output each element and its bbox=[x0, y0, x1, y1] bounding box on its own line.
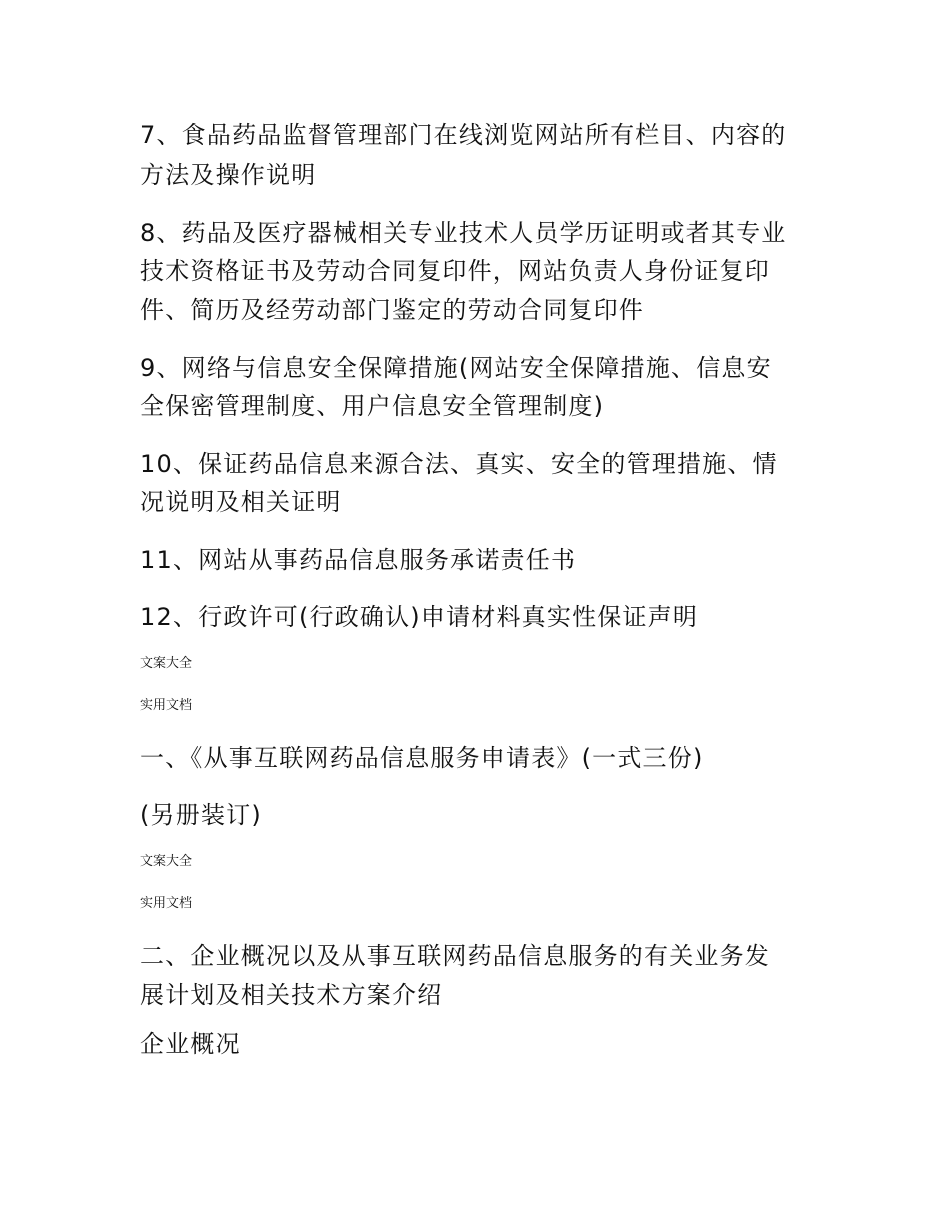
section-two-subheading: 企业概况 bbox=[140, 1030, 241, 1058]
footer-label-wenan-2: 文案大全 bbox=[140, 854, 193, 869]
item-9-line-1: 9、网络与信息安全保障措施(网站安全保障措施、信息安 bbox=[140, 354, 772, 382]
item-7-line-2: 方法及操作说明 bbox=[140, 161, 317, 189]
section-one-note: (另册装订) bbox=[140, 801, 262, 829]
section-one-title: 一、《从事互联网药品信息服务申请表》(一式三份) bbox=[140, 744, 704, 772]
footer-label-shiyong-2: 实用文档 bbox=[140, 896, 193, 911]
item-8-line-1: 8、药品及医疗器械相关专业技术人员学历证明或者其专业 bbox=[140, 219, 787, 247]
item-12-line-1: 12、行政许可(行政确认)申请材料真实性保证声明 bbox=[140, 603, 699, 631]
footer-label-shiyong-1: 实用文档 bbox=[140, 698, 193, 713]
item-10-line-1: 10、保证药品信息来源合法、真实、安全的管理措施、情 bbox=[140, 450, 778, 478]
item-7-line-1: 7、食品药品监督管理部门在线浏览网站所有栏目、内容的 bbox=[140, 121, 787, 149]
section-two-title-line-1: 二、企业概况以及从事互联网药品信息服务的有关业务发 bbox=[140, 942, 770, 970]
section-two-title-line-2: 展计划及相关技术方案介绍 bbox=[140, 981, 443, 1009]
item-11-line-1: 11、网站从事药品信息服务承诺责任书 bbox=[140, 546, 577, 574]
item-9-line-2: 全保密管理制度、用户信息安全管理制度) bbox=[140, 392, 605, 420]
item-8-line-3: 件、简历及经劳动部门鉴定的劳动合同复印件 bbox=[140, 296, 644, 324]
footer-label-wenan-1: 文案大全 bbox=[140, 656, 193, 671]
item-8-line-2: 技术资格证书及劳动合同复印件，网站负责人身份证复印 bbox=[140, 257, 770, 285]
item-10-line-2: 况说明及相关证明 bbox=[140, 488, 342, 516]
